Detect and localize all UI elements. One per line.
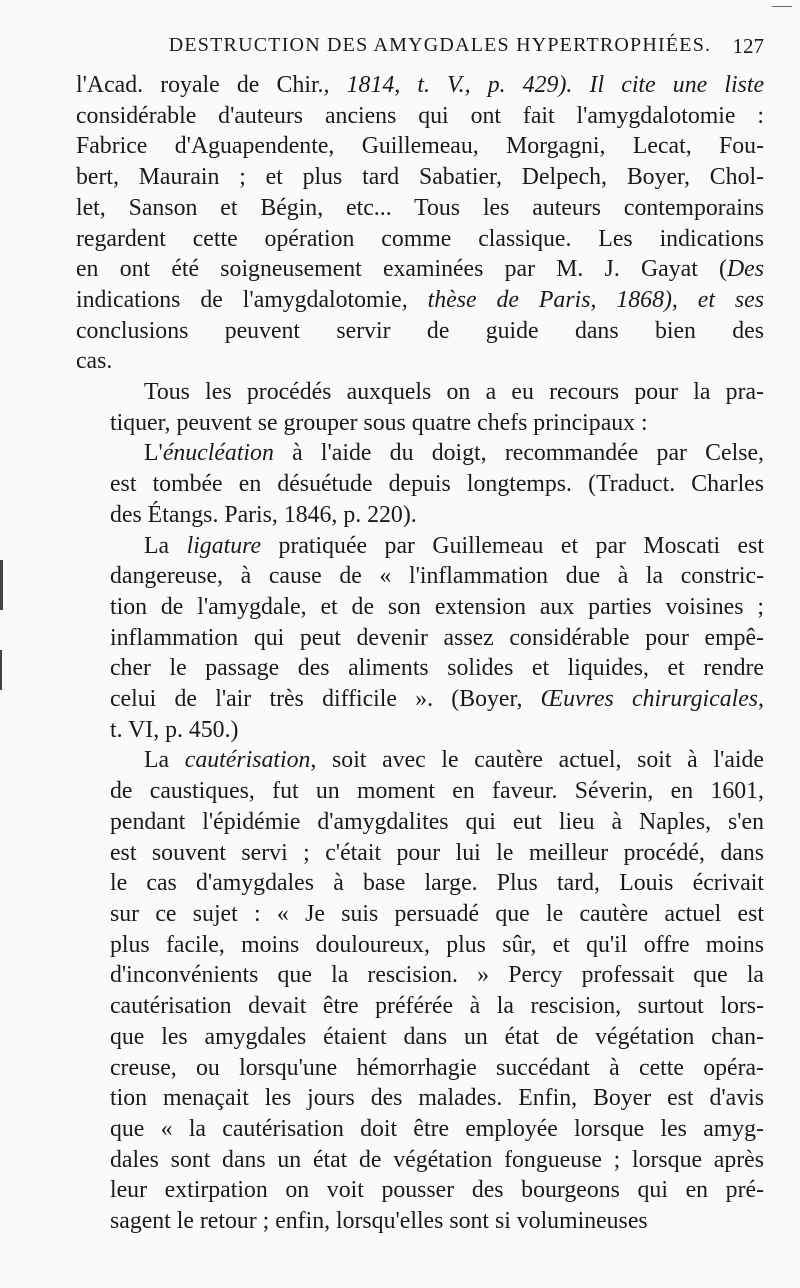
- book-page: [76, 34, 764, 1237]
- text-line: [76, 1175, 764, 1206]
- text-line: [76, 1206, 764, 1237]
- text-run: que les amygdales étaient dans un état de végétation chan-: [110, 1023, 764, 1050]
- text-run: bert, Maurain ; et plus tard Sabatier, Delpech, Boyer, Chol-: [76, 164, 764, 191]
- text-line: [76, 1083, 764, 1114]
- text-run: est tombée en désuétude depuis longtemps. (Traduct. Charles: [110, 471, 764, 498]
- text-line: [76, 1022, 764, 1053]
- text-run: inflammation qui peut devenir assez considérable pour empê-: [110, 624, 764, 651]
- text-run: let, Sanson et Bégin, etc... Tous les auteurs contemporains: [76, 194, 764, 221]
- text-run: dangereuse, à cause de « l'inflammation due à la constric-: [110, 563, 764, 590]
- italic-text: énucléation: [162, 440, 274, 467]
- text-line: [76, 101, 764, 132]
- text-run: en ont été soigneusement examinées par M. J. Gayat (: [76, 256, 727, 283]
- text-run: considérable d'auteurs anciens qui ont fait l'amygdalotomie :: [76, 102, 764, 129]
- text-run: l'Acad. royale de Chir.: [76, 72, 324, 98]
- text-line: [76, 715, 764, 746]
- page-number: 127: [732, 34, 764, 58]
- running-head: [76, 34, 764, 58]
- text-run: leur extirpation on voit pousser des bourgeons qui en pré-: [110, 1177, 764, 1204]
- body-text: [76, 70, 764, 1237]
- text-line: [76, 285, 764, 316]
- scan-mark: [772, 6, 792, 7]
- text-line: [76, 1145, 764, 1176]
- text-run: ,: [758, 686, 764, 713]
- text-line: [76, 377, 764, 408]
- text-run: cher le passage des aliments solides et liquides, et rendre: [110, 655, 764, 682]
- text-run: La: [144, 532, 187, 559]
- text-run: sagent le retour ; enfin, lorsqu'elles sont si volumineuses: [110, 1208, 648, 1235]
- text-run: creuse, ou lorsqu'une hémorrhagie succédant à cette opéra-: [110, 1054, 764, 1081]
- text-run: est souvent servi ; c'était pour lui le meilleur procédé, dans: [110, 839, 764, 866]
- italic-text: cautérisation: [184, 747, 311, 774]
- italic-text: ligature: [186, 532, 262, 559]
- text-run: Fabrice d'Aguapendente, Guillemeau, Morgagni, Lecat, Fou-: [76, 133, 764, 160]
- text-line: [76, 561, 764, 592]
- text-line: [76, 224, 764, 255]
- text-line: [76, 991, 764, 1022]
- text-run: le cas d'amygdales à base large. Plus tard, Louis écrivait: [110, 870, 764, 897]
- italic-text: Œuvres chirurgicales: [540, 686, 759, 713]
- paragraph: [76, 70, 764, 377]
- text-run: celui de l'air très difficile ». (Boyer,: [110, 686, 541, 713]
- text-line: [76, 899, 764, 930]
- paragraph: [76, 438, 764, 530]
- paragraph: [76, 531, 764, 746]
- text-run: tiquer, peuvent se grouper sous quatre chefs principaux :: [110, 409, 648, 436]
- italic-text: , 1814, t. V., p. 429). Il cite une liste: [323, 72, 765, 98]
- text-run: indications de l'amygdalotomie: [76, 286, 402, 313]
- text-run: , soit avec le cautère actuel, soit à l'aide: [310, 747, 764, 774]
- text-run: des Étangs. Paris, 1846, p. 220).: [110, 501, 417, 528]
- text-line: [76, 807, 764, 838]
- text-run: regardent cette opération comme classique. Les indications: [76, 225, 764, 252]
- text-run: de caustiques, fut un moment en faveur. Séverin, en 1601,: [110, 778, 764, 805]
- scan-edge-mark: [0, 650, 2, 690]
- text-run: sur ce sujet : « Je suis persuadé que le cautère actuel est: [110, 900, 764, 927]
- text-run: conclusions peuvent servir de guide dans bien des: [76, 317, 764, 344]
- text-line: [76, 316, 764, 347]
- text-line: [76, 254, 764, 285]
- text-line: [76, 193, 764, 224]
- running-title: DESTRUCTION DES AMYGDALES HYPERTROPHIÉES.: [168, 34, 712, 56]
- text-line: [76, 1053, 764, 1084]
- text-line: [76, 930, 764, 961]
- text-run: plus facile, moins douloureux, plus sûr, et qu'il offre moins: [110, 931, 764, 958]
- text-line: [76, 684, 764, 715]
- text-run: pratiquée par Guillemeau et par Moscati est: [261, 532, 764, 559]
- text-line: [76, 623, 764, 654]
- text-line: [76, 776, 764, 807]
- paragraph: [76, 745, 764, 1236]
- text-run: d'inconvénients que la rescision. » Percy professait que la: [110, 962, 764, 989]
- text-line: [76, 868, 764, 899]
- text-run: La: [144, 747, 185, 774]
- text-line: [76, 531, 764, 562]
- text-line: [76, 162, 764, 193]
- text-line: [76, 346, 764, 377]
- text-line: [76, 469, 764, 500]
- paragraph: [76, 377, 764, 438]
- text-line: [76, 408, 764, 439]
- italic-text: Des: [726, 256, 764, 283]
- text-line: [76, 592, 764, 623]
- scan-edge-mark: [0, 560, 3, 610]
- text-line: [76, 70, 764, 101]
- text-run: t. VI, p. 450.): [110, 716, 239, 743]
- text-run: Tous les procédés auxquels on a eu recours pour la pra-: [144, 379, 764, 406]
- text-run: tion de l'amygdale, et de son extension aux parties voisines ;: [110, 593, 764, 620]
- text-run: dales sont dans un état de végétation fongueuse ; lorsque après: [110, 1146, 764, 1173]
- text-run: tion menaçait les jours des malades. Enfin, Boyer est d'avis: [110, 1085, 764, 1112]
- text-line: [76, 1114, 764, 1145]
- text-run: que « la cautérisation doit être employée lorsque les amyg-: [110, 1115, 764, 1142]
- text-line: [76, 438, 764, 469]
- text-run: cas.: [76, 348, 113, 375]
- text-run: à l'aide du doigt, recommandée par Celse,: [273, 440, 764, 467]
- text-line: [76, 500, 764, 531]
- italic-text: , thèse de Paris, 1868), et ses: [401, 286, 765, 313]
- text-run: L': [144, 440, 163, 467]
- text-line: [76, 960, 764, 991]
- text-line: [76, 745, 764, 776]
- text-run: cautérisation devait être préférée à la rescision, surtout lors-: [110, 993, 764, 1020]
- text-line: [76, 838, 764, 869]
- text-line: [76, 131, 764, 162]
- text-line: [76, 653, 764, 684]
- text-run: pendant l'épidémie d'amygdalites qui eut lieu à Naples, s'en: [110, 808, 764, 835]
